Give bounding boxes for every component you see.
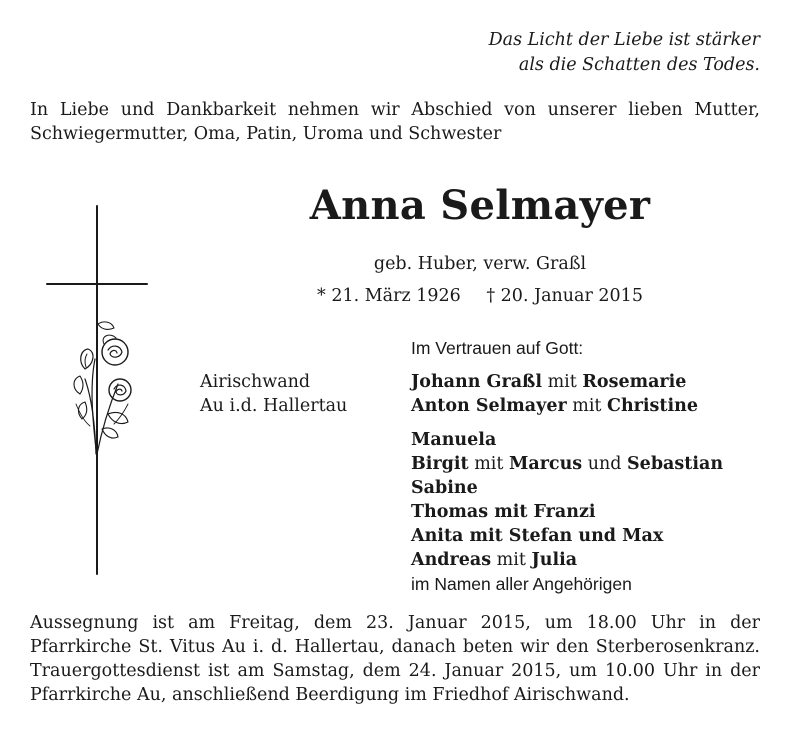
family-group-2 — [411, 428, 723, 596]
family-line-8: Andreas mit Julia — [411, 550, 578, 570]
family-line-4: Birgit mit Marcus und Sebastian — [411, 454, 724, 474]
quote — [340, 28, 760, 78]
family-line-2: Anton Selmayer mit Christine — [411, 396, 698, 416]
place-2: Au i.d. Hallertau — [200, 396, 348, 416]
born-date: * 21. März 1926 — [317, 286, 461, 306]
footer-line-4: Pfarrkirche Au, anschließend Beerdigung im Friedhof Airischwand. — [30, 685, 630, 705]
family-line-6: Thomas mit Franzi — [411, 502, 596, 522]
footer-line-1: Aussegnung ist am Freitag, dem 23. Januar 2015, um 18.00 Uhr in der — [30, 613, 760, 633]
cross-with-roses-icon — [40, 204, 150, 579]
trust-line: Im Vertrauen auf Gott: — [411, 338, 584, 358]
died-date: † 20. Januar 2015 — [486, 286, 643, 306]
family-line-5: Sabine — [411, 478, 478, 498]
life-dates — [190, 284, 770, 308]
footer-line-3: Trauergottesdienst ist am Samstag, dem 24. Januar 2015, um 10.00 Uhr in der — [30, 661, 760, 681]
family-line-3: Manuela — [411, 430, 497, 450]
family-line-1: Johann Graßl mit Rosemarie — [411, 372, 687, 392]
intro-text: In Liebe und Dankbarkeit nehmen wir Abschied von unserer lieben Mutter, Schwiegermutter, Oma, Patin, Uroma und Schwester — [30, 100, 760, 144]
quote-line-2: als die Schatten des Todes. — [518, 55, 760, 75]
place-1: Airischwand — [200, 372, 311, 392]
family-line-9: im Namen aller Angehörigen — [411, 574, 632, 594]
family-group-1 — [411, 370, 698, 418]
birth-names: geb. Huber, verw. Graßl — [373, 254, 587, 274]
footer-line-2: Pfarrkirche St. Vitus Au i. d. Hallertau, danach beten wir den Sterberosenkranz. — [30, 637, 760, 657]
family-line-7: Anita mit Stefan und Max — [411, 526, 664, 546]
places — [200, 370, 347, 418]
deceased-name: Anna Selmayer — [309, 182, 651, 229]
ceremony-info — [30, 611, 760, 707]
quote-line-1: Das Licht der Liebe ist stärker — [488, 30, 760, 50]
